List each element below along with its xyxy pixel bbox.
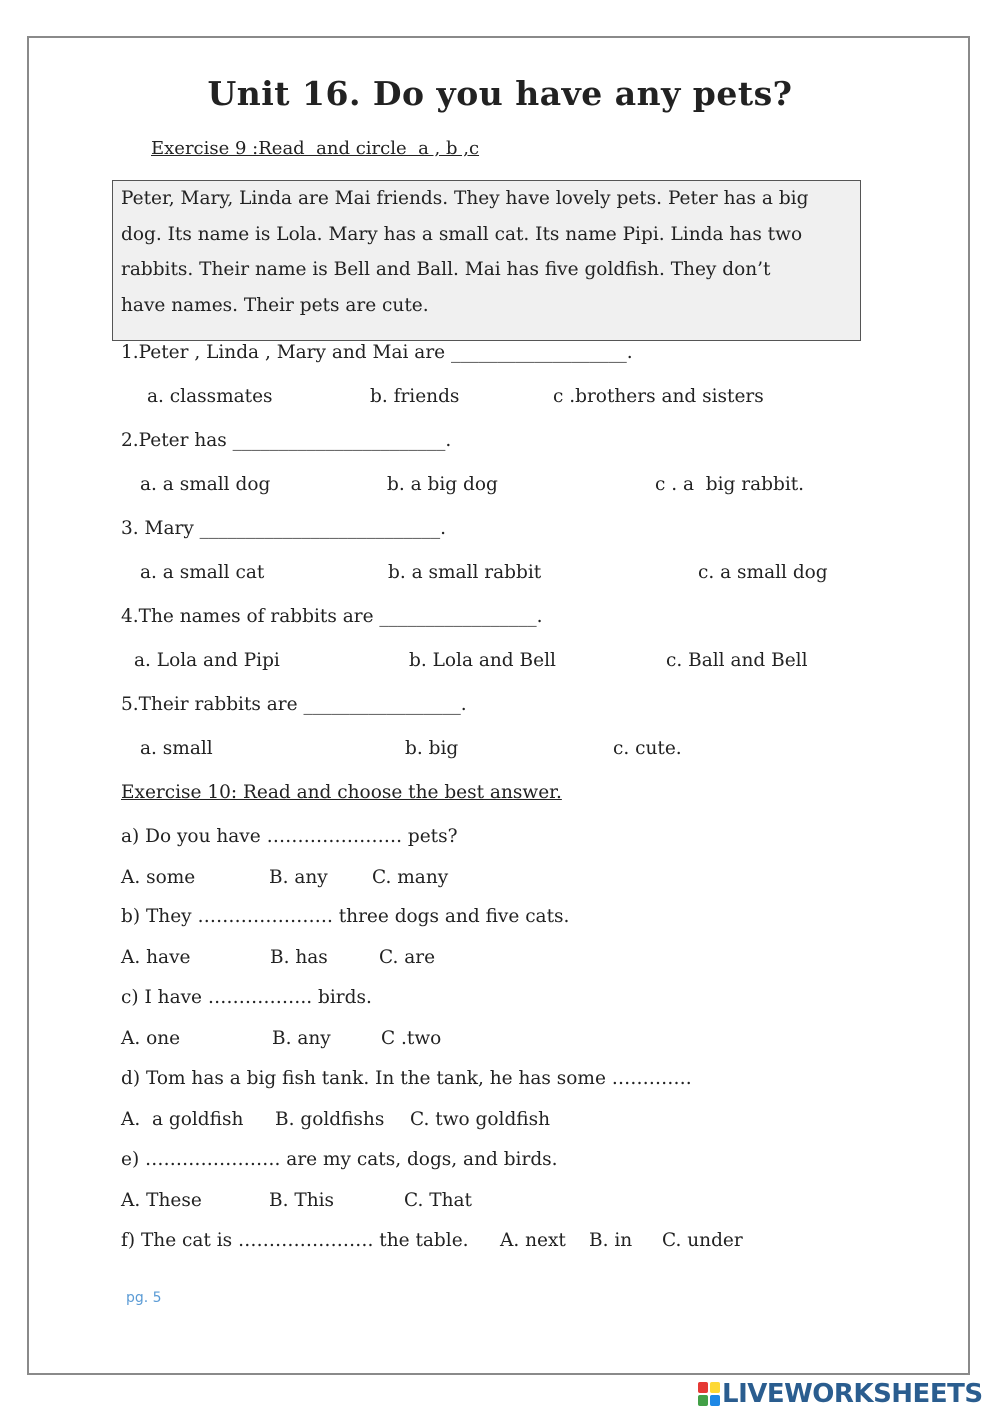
ex10-option-b-A[interactable]: A. have: [121, 947, 191, 968]
option-1c[interactable]: c .brothers and sisters: [553, 386, 764, 407]
question-2: 2.Peter has _______________________.: [121, 430, 452, 451]
reading-passage: [112, 180, 861, 341]
ex10-option-a-C[interactable]: C. many: [372, 867, 449, 888]
ex10-option-d-B[interactable]: B. goldfishs: [275, 1109, 385, 1130]
ex10-option-b-C[interactable]: C. are: [379, 947, 436, 968]
option-3c[interactable]: c. a small dog: [698, 562, 828, 583]
ex10-option-e-C[interactable]: C. That: [404, 1190, 472, 1211]
ex10-option-f-C[interactable]: C. under: [662, 1230, 743, 1251]
ex10-question-a: a) Do you have …………………. pets?: [121, 826, 458, 847]
question-1: 1.Peter , Linda , Mary and Mai are ___________________.: [121, 342, 633, 363]
page-number: pg. 5: [126, 1290, 162, 1306]
ex10-option-b-B[interactable]: B. has: [270, 947, 328, 968]
ex10-question-d: d) Tom has a big fish tank. In the tank, he has some ………….: [121, 1068, 692, 1089]
option-2a[interactable]: a. a small dog: [140, 474, 271, 495]
passage-line: rabbits. Their name is Bell and Ball. Mai has five goldfish. They don’t: [121, 259, 771, 280]
option-2c[interactable]: c . a big rabbit.: [655, 474, 805, 495]
option-4a[interactable]: a. Lola and Pipi: [134, 650, 280, 671]
option-4c[interactable]: c. Ball and Bell: [666, 650, 808, 671]
exercise10-heading: Exercise 10: Read and choose the best answer.: [121, 782, 562, 803]
ex10-question-b: b) They …………………. three dogs and five cats.: [121, 906, 570, 927]
option-5a[interactable]: a. small: [140, 738, 213, 759]
option-3a[interactable]: a. a small cat: [140, 562, 265, 583]
liveworksheets-logo-icon: [698, 1382, 720, 1406]
option-1b[interactable]: b. friends: [370, 386, 460, 407]
option-5b[interactable]: b. big: [405, 738, 459, 759]
ex10-question-e: e) …………………. are my cats, dogs, and birds.: [121, 1149, 558, 1170]
option-1a[interactable]: a. classmates: [147, 386, 273, 407]
worksheet-title: Unit 16. Do you have any pets?: [207, 74, 793, 113]
passage-line: dog. Its name is Lola. Mary has a small cat. Its name Pipi. Linda has two: [121, 223, 803, 245]
option-2b[interactable]: b. a big dog: [387, 474, 498, 495]
brand-name: LIVEWORKSHEETS: [722, 1379, 983, 1409]
option-4b[interactable]: b. Lola and Bell: [409, 650, 556, 671]
ex10-question-c: c) I have …………….. birds.: [121, 987, 372, 1008]
ex10-option-e-A[interactable]: A. These: [121, 1190, 202, 1211]
ex10-option-c-A[interactable]: A. one: [121, 1028, 181, 1049]
passage-line: have names. Their pets are cute.: [121, 294, 429, 316]
logo-square-yellow: [710, 1382, 720, 1393]
exercise9-heading: Exercise 9 :Read and circle a , b ,c: [151, 138, 480, 159]
logo-square-green: [698, 1395, 708, 1406]
question-3: 3. Mary __________________________.: [121, 518, 447, 539]
ex10-option-f-A[interactable]: A. next: [500, 1230, 566, 1251]
option-3b[interactable]: b. a small rabbit: [388, 562, 542, 583]
ex10-option-c-B[interactable]: B. any: [272, 1028, 331, 1049]
option-5c[interactable]: c. cute.: [613, 738, 682, 759]
ex10-option-d-A[interactable]: A. a goldfish: [121, 1109, 244, 1130]
ex10-question-f: f) The cat is …………………. the table.: [121, 1230, 469, 1251]
ex10-option-a-B[interactable]: B. any: [269, 867, 328, 888]
liveworksheets-brand[interactable]: [698, 1378, 983, 1410]
logo-square-blue: [710, 1395, 720, 1406]
ex10-option-c-C[interactable]: C .two: [381, 1028, 442, 1049]
question-4: 4.The names of rabbits are _________________.: [121, 606, 543, 627]
ex10-option-d-C[interactable]: C. two goldfish: [410, 1109, 551, 1130]
question-5: 5.Their rabbits are _________________.: [121, 694, 467, 715]
ex10-option-e-B[interactable]: B. This: [269, 1190, 335, 1211]
ex10-option-f-B[interactable]: B. in: [589, 1230, 633, 1251]
ex10-option-a-A[interactable]: A. some: [121, 867, 196, 888]
passage-line: Peter, Mary, Linda are Mai friends. They have lovely pets. Peter has a big: [121, 188, 809, 209]
logo-square-red: [698, 1382, 708, 1393]
